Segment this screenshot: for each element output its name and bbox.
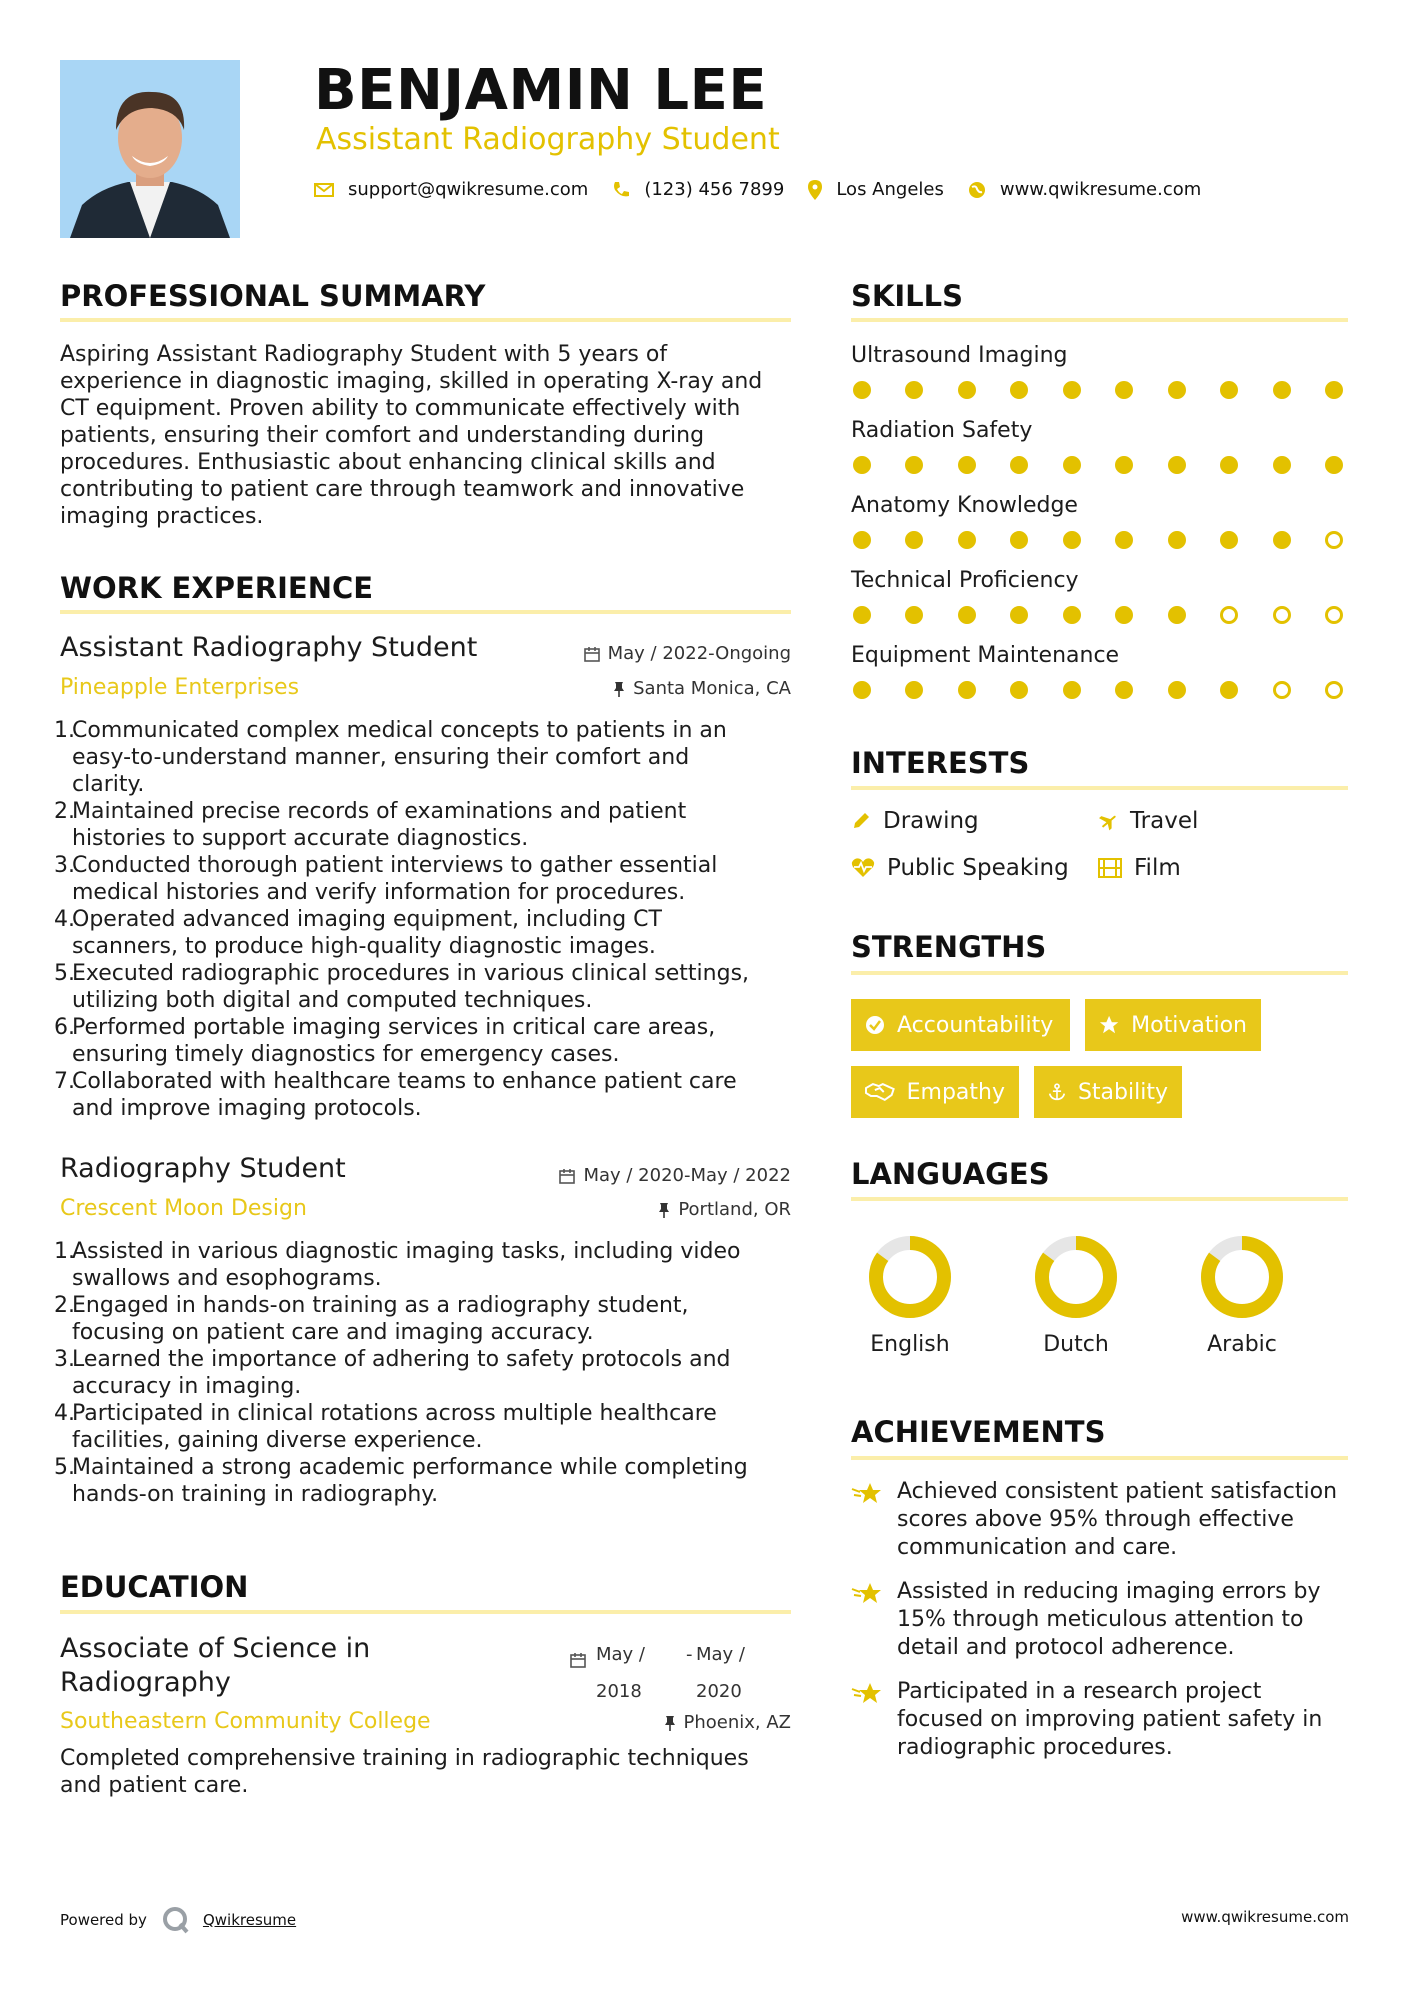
rating-dot-filled <box>853 456 871 474</box>
language-dutch: Dutch <box>1001 1234 1151 1357</box>
rating-dot-filled <box>1273 381 1291 399</box>
strength-badge: Motivation <box>1085 999 1261 1051</box>
rating-dot-filled <box>1063 381 1081 399</box>
rating-dot-filled <box>1220 381 1238 399</box>
list-item: Achieved consistent patient satisfaction scores above 95% through effective communication and care. <box>851 1478 1351 1562</box>
rating-dot-filled <box>1010 606 1028 624</box>
list-item: 4. Operated advanced imaging equipment, including CT scanners, to produce high-quality diagnostic images. <box>54 907 662 959</box>
list-item: 2. Maintained precise records of examinations and patient histories to support accurate diagnostics. <box>54 799 687 851</box>
footer-powered-by: Powered by Qwikresume <box>60 1905 296 1935</box>
education-heading: EDUCATION <box>60 1570 249 1604</box>
strengths-heading: STRENGTHS <box>851 930 1047 964</box>
summary-text: Aspiring Assistant Radiography Student with 5 years of experience in diagnostic imaging, skilled in operating X-ray and CT equipment. Proven ability to communicate effectively with patients, ensuring their comfort and understanding during procedures. Enthusiastic about enhancing clinical skills and contributing to patient care through teamwork and innovative imaging practices. <box>60 342 763 529</box>
strengths-divider <box>851 971 1348 975</box>
list-item: Assisted in reducing imaging errors by 15% through meticulous attention to detail and protocol adherence. <box>851 1578 1351 1662</box>
rating-dot-filled <box>1010 681 1028 699</box>
rating-dot-filled <box>1010 456 1028 474</box>
rating-dot-filled <box>1063 456 1081 474</box>
map-pin-icon <box>808 180 822 200</box>
rating-dot-empty <box>1325 681 1343 699</box>
list-item: 7. Collaborated with healthcare teams to enhance patient care and improve imaging protocols. <box>54 1069 737 1121</box>
job-company: Crescent Moon Design <box>60 1196 307 1221</box>
star-icon <box>1099 1014 1119 1036</box>
list-item: 5. Maintained a strong academic performance while completing hands-on training in radiography. <box>54 1455 748 1507</box>
rating-dot-filled <box>1168 381 1186 399</box>
rating-dot-filled <box>1220 456 1238 474</box>
rating-dot-filled <box>1325 381 1343 399</box>
skill-item: Ultrasound Imaging <box>851 343 1348 418</box>
rating-dot-filled <box>853 381 871 399</box>
contact-website[interactable]: www.qwikresume.com <box>968 179 1201 200</box>
skill-item: Radiation Safety <box>851 418 1348 493</box>
experience-heading: WORK EXPERIENCE <box>60 571 374 605</box>
envelope-icon <box>314 182 334 198</box>
strength-badge: Stability <box>1034 1066 1182 1118</box>
pushpin-icon <box>664 1715 676 1731</box>
rating-dot-filled <box>1168 456 1186 474</box>
skills-heading: SKILLS <box>851 279 963 313</box>
strength-badge: Accountability <box>851 999 1070 1051</box>
list-item: 1. Communicated complex medical concepts to patients in an easy-to-understand manner, ensuring their comfort and clarity. <box>54 718 727 797</box>
handshake-icon <box>865 1082 895 1102</box>
interest-film: Film <box>1098 855 1181 881</box>
rating-dot-filled <box>905 606 923 624</box>
skill-item: Equipment Maintenance <box>851 643 1348 718</box>
interests-divider <box>851 786 1348 790</box>
rating-dot-filled <box>853 531 871 549</box>
list-item: 3. Conducted thorough patient interviews to gather essential medical histories and verify information for procedures. <box>54 853 718 905</box>
rating-dot-filled <box>853 681 871 699</box>
skill-rating <box>853 381 1343 399</box>
list-item: 5. Executed radiographic procedures in various clinical settings, utilizing both digital and computed techniques. <box>54 961 750 1013</box>
interests-heading: INTERESTS <box>851 746 1030 780</box>
phone-icon <box>612 181 630 199</box>
summary-divider <box>60 318 791 322</box>
education-end-date: May / 2020 <box>696 1644 745 1702</box>
job-title: Radiography Student <box>60 1153 346 1184</box>
job-location: Santa Monica, CA <box>613 678 791 699</box>
languages-divider <box>851 1197 1348 1201</box>
job-title: Assistant Radiography Student <box>60 632 478 663</box>
pencil-icon <box>851 811 871 831</box>
language-ring <box>867 1234 953 1320</box>
rating-dot-filled <box>1168 681 1186 699</box>
rating-dot-empty <box>1325 531 1343 549</box>
rating-dot-filled <box>905 456 923 474</box>
education-start-date: May / 2018 <box>596 1644 645 1702</box>
plane-icon <box>1098 811 1118 831</box>
job-bullets <box>54 1238 794 1508</box>
rating-dot-filled <box>1115 381 1133 399</box>
rating-dot-filled <box>1010 381 1028 399</box>
rating-dot-filled <box>1115 456 1133 474</box>
school-name: Southeastern Community College <box>60 1709 431 1734</box>
rating-dot-filled <box>958 606 976 624</box>
skills-list <box>851 343 1348 718</box>
language-ring <box>1199 1234 1285 1320</box>
rating-dot-filled <box>1273 456 1291 474</box>
rating-dot-empty <box>1273 681 1291 699</box>
rating-dot-empty <box>1273 606 1291 624</box>
shooting-star-icon <box>851 1680 883 1706</box>
rating-dot-empty <box>1220 606 1238 624</box>
list-item: 3. Learned the importance of adhering to safety protocols and accuracy in imaging. <box>54 1347 731 1399</box>
language-arabic: Arabic <box>1167 1234 1317 1357</box>
rating-dot-filled <box>1220 531 1238 549</box>
candidate-title: Assistant Radiography Student <box>316 122 780 157</box>
list-item: 6. Performed portable imaging services in critical care areas, ensuring timely diagnostics for emergency cases. <box>54 1015 716 1067</box>
calendar-icon <box>570 1652 586 1672</box>
job-company: Pineapple Enterprises <box>60 675 300 700</box>
calendar-icon <box>584 646 600 662</box>
rating-dot-filled <box>1115 531 1133 549</box>
shooting-star-icon <box>851 1480 883 1506</box>
rating-dot-filled <box>1168 531 1186 549</box>
rating-dot-filled <box>905 681 923 699</box>
skill-rating <box>853 531 1343 549</box>
rating-dot-filled <box>1010 531 1028 549</box>
interest-public-speaking: Public Speaking <box>851 855 1069 881</box>
rating-dot-filled <box>853 606 871 624</box>
achievements-list <box>851 1478 1351 1762</box>
rating-dot-filled <box>958 381 976 399</box>
check-circle-icon <box>865 1015 885 1035</box>
rating-dot-filled <box>1115 681 1133 699</box>
candidate-name: BENJAMIN LEE <box>314 58 768 123</box>
education-description: Completed comprehensive training in radiographic techniques and patient care. <box>60 1746 749 1798</box>
language-english: English <box>835 1234 985 1357</box>
contact-email[interactable]: support@qwikresume.com <box>314 179 588 200</box>
rating-dot-filled <box>1220 681 1238 699</box>
qwikresume-logo-icon <box>161 1905 191 1935</box>
degree-title: Associate of Science in Radiography <box>60 1633 371 1698</box>
achievements-heading: ACHIEVEMENTS <box>851 1415 1106 1449</box>
rating-dot-filled <box>1063 606 1081 624</box>
qwikresume-link[interactable]: Qwikresume <box>202 1911 297 1929</box>
job-dates: May / 2020-May / 2022 <box>559 1165 791 1186</box>
skill-item: Anatomy Knowledge <box>851 493 1348 568</box>
contact-bar <box>314 179 1225 200</box>
rating-dot-filled <box>958 531 976 549</box>
heartbeat-icon <box>851 858 875 878</box>
list-item: Participated in a research project focused on improving patient safety in radiographic procedures. <box>851 1678 1351 1762</box>
skill-rating <box>853 681 1343 699</box>
rating-dot-filled <box>958 456 976 474</box>
job-dates: May / 2022-Ongoing <box>584 643 791 664</box>
rating-dot-filled <box>1115 606 1133 624</box>
education-location: Phoenix, AZ <box>664 1712 792 1733</box>
education-divider <box>60 1610 791 1614</box>
language-ring <box>1033 1234 1119 1320</box>
contact-location: Los Angeles <box>808 179 944 200</box>
shooting-star-icon <box>851 1580 883 1606</box>
job-bullets <box>54 717 794 1122</box>
experience-divider <box>60 610 791 614</box>
skill-rating <box>853 606 1343 624</box>
pushpin-icon <box>613 681 625 697</box>
skills-divider <box>851 318 1348 322</box>
strength-badge: Empathy <box>851 1066 1019 1118</box>
calendar-icon <box>559 1168 575 1184</box>
list-item: 4. Participated in clinical rotations across multiple healthcare facilities, gaining diverse experience. <box>54 1401 717 1453</box>
list-item: 1. Assisted in various diagnostic imaging tasks, including video swallows and esophograms. <box>54 1239 741 1291</box>
anchor-icon <box>1048 1081 1066 1103</box>
profile-photo <box>60 60 240 238</box>
skill-rating <box>853 456 1343 474</box>
rating-dot-filled <box>905 381 923 399</box>
rating-dot-empty <box>1325 606 1343 624</box>
pushpin-icon <box>658 1202 670 1218</box>
globe-icon <box>968 181 986 199</box>
interest-travel: Travel <box>1098 808 1198 834</box>
job-location: Portland, OR <box>658 1199 791 1220</box>
footer-website[interactable]: www.qwikresume.com <box>1181 1908 1349 1926</box>
rating-dot-filled <box>1063 681 1081 699</box>
rating-dot-filled <box>1325 456 1343 474</box>
summary-heading: PROFESSIONAL SUMMARY <box>60 279 486 313</box>
languages-heading: LANGUAGES <box>851 1157 1050 1191</box>
interest-drawing: Drawing <box>851 808 979 834</box>
rating-dot-filled <box>905 531 923 549</box>
rating-dot-filled <box>958 681 976 699</box>
rating-dot-filled <box>1168 606 1186 624</box>
contact-phone[interactable]: (123) 456 7899 <box>612 179 784 200</box>
rating-dot-filled <box>1273 531 1291 549</box>
skill-item: Technical Proficiency <box>851 568 1348 643</box>
achievements-divider <box>851 1456 1348 1460</box>
date-separator: - <box>686 1644 693 1665</box>
rating-dot-filled <box>1063 531 1081 549</box>
film-icon <box>1098 858 1122 878</box>
list-item: 2. Engaged in hands-on training as a radiography student, focusing on patient care and imaging accuracy. <box>54 1293 689 1345</box>
